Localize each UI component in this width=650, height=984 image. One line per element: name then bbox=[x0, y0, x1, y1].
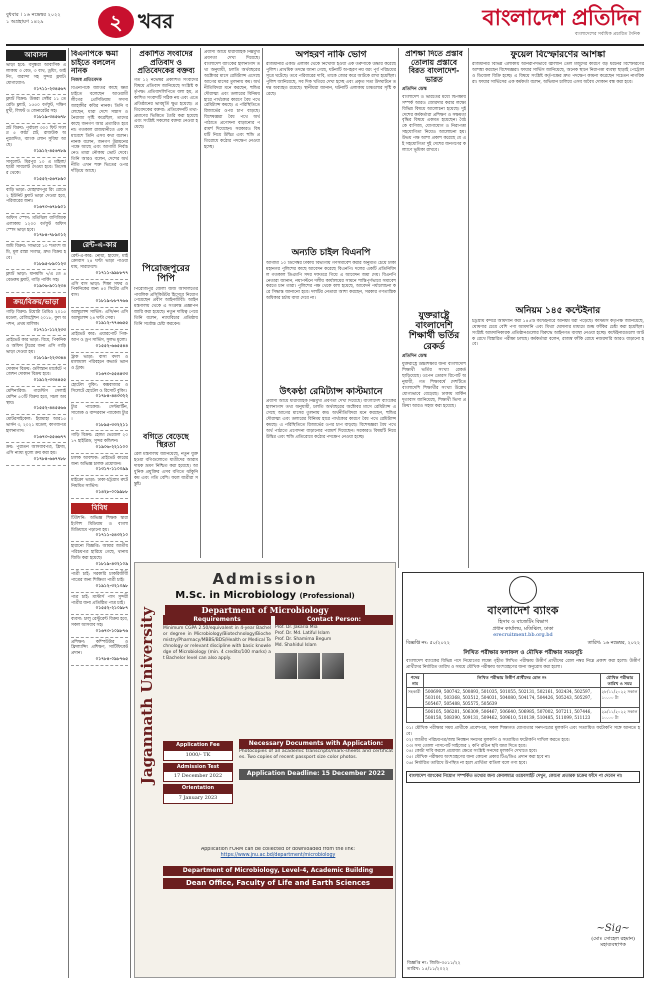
classified-ad: ফ্ল্যাট ভাড়া: ধানমন্ডি ৭/এ তে ৪ বেডরুম ফ্ল্যাট, গাড়ি পার্কিং সহ। ০১৯০৬-৯০১২৩৪ bbox=[6, 270, 66, 292]
list-item: ০১। মৌখিক পরীক্ষার সময় প্রার্থীকে প্রবেশপত্র, সকল শিক্ষাগত যোগ্যতার সনদপত্রের মূলকপি এবং সত্যায়িত ফটোকপি সঙ্গে আনতে হবে। bbox=[406, 725, 640, 737]
requirements-text: Minimum CGPA 2.50/equivalent in 4-year Bachelor degree in Microbiology/Biotechnology/Biochemistry/Pharmacy/MBBS/BDS/Health or Medical Technology or relevant discipline with basic knowledge of Microbiology (min. 4 credits/100 marks) at Bachelor level can also apply. bbox=[163, 626, 271, 661]
article-headline: পিরোজপুরের পিপি bbox=[142, 263, 190, 285]
table-cell: 500699, 500742, 500893, 501035, 501055, 502131, 502161, 502434, 502597, 503101, 503368, 503512, 504031, 504080, 504174, 504426, 505243, 505297, 505467, 505488, 505575, 505639 bbox=[424, 688, 600, 708]
article-body: পিরোজপুর জেলা জজ আদালতের পাবলিক প্রসিকিউটর হিসেবে নিয়োগ পেয়েছেন প্রবীণ আইনজীবী। আইন মন্ত্রণালয় থেকে এ সংক্রান্ত প্রজ্ঞাপন জারি করা হয়েছে। নতুন দায়িত্ব পেয়ে তিনি বলেন, ন্যায়বিচার প্রতিষ্ঠায় তিনি সর্বোচ্চ চেষ্টা করবেন। bbox=[134, 286, 198, 328]
article-headline: অনিয়ম ১৪৫ কন্টেইনার bbox=[515, 306, 601, 317]
documents-text: Photocopies of all academic transcripts/mark-sheets and certificates. Two copies of recent passport size color photos. bbox=[239, 749, 393, 761]
article-byline: নিজস্ব প্রতিবেদক bbox=[71, 77, 102, 83]
classified-ad: পাত্রী চাই: সরকারি চাকরিজীবী পাত্রের জন্য শিক্ষিতা পাত্রী চাই। ০১৯১২-৩২১০৯৮ bbox=[71, 570, 128, 592]
column-divider bbox=[68, 48, 69, 978]
contact-block bbox=[275, 615, 393, 733]
classified-ad: ভাড়া হবে: বসুন্ধরা আবাসিক এলাকায় ৩ বেড, ৩ বাথ, ড্রয়িং, ডাইনিং, বারান্দা সহ সুন্দর ফ্ল্যাট। যোগাযোগ: ০১৭১১-২৩৪৫৬৭ bbox=[6, 61, 66, 95]
section-title: খবর bbox=[138, 9, 174, 33]
article-body: গত ১২ নভেম্বর প্রকাশিত সংবাদের বিষয়ে প্রতিবাদ জানিয়েছে সংশ্লিষ্ট কর্তৃপক্ষ। প্রতিবাদলিপিতে বলা হয়, প্রকাশিত সংবাদটি সঠিক নয় এবং এতে প্রতিষ্ঠানের ভাবমূর্তি ক্ষুণ্ণ হয়েছে। প্রতিবেদকের বক্তব্য: প্রতিবেদনটি তথ্য-প্রমাণের ভিত্তিতে তৈরি করা হয়েছে এবং সংশ্লিষ্ট সকলের বক্তব্য নেওয়া হয়েছে। bbox=[134, 77, 198, 131]
article-headline: প্রকাশিত সংবাদের প্রতিবাদ ও প্রতিবেদকের বক্তব্য bbox=[137, 50, 195, 76]
contact-person: Md. Shahidul Islam bbox=[275, 642, 317, 648]
table-cell bbox=[407, 708, 424, 722]
date-bengali: ১ অগ্রহায়ণ ১৪২৯ bbox=[6, 18, 44, 25]
contact-photo bbox=[298, 653, 320, 679]
date-gregorian: বুধবার । ১৬ নভেম্বর ২০২২ bbox=[6, 12, 61, 18]
reference-number: বিজ্ঞপ্তি নং: জিডি-৩৫১১/২২ bbox=[407, 960, 461, 966]
classified-heading: বিবিধ bbox=[71, 503, 128, 514]
reference-date: তারিখ: ১৫/১১/২০২২ bbox=[407, 966, 449, 972]
signatory-title: মহাব্যবস্থাপক bbox=[600, 942, 626, 949]
footer-line1: Department of Microbiology, Level-4, Academic Building bbox=[163, 866, 393, 876]
contact-label: Contact Person: bbox=[275, 615, 393, 625]
classified-ad: প্লট বিক্রয়: পূর্বাচল ৩০০ ফিট সংলগ্ন ৫ কাঠা প্লট, রাজউক অনুমোদিত, ব্যাংক লোন সুবিধা আছে। ০১৯১২-৪৫৬৭৮৯ bbox=[6, 124, 66, 158]
classified-ad: প্রশিক্ষণ: কম্পিউটার ও ফ্রিল্যান্সিং প্রশিক্ষণ, সার্টিফিকেট প্রদান। ০১৭৮৪-০৯৮৭৬৫ bbox=[71, 638, 128, 666]
article-byline: প্রতিদিন ডেস্ক bbox=[402, 354, 427, 360]
column-divider bbox=[200, 48, 201, 558]
bank-address: প্রধান কার্যালয়, মতিঝিল, ঢাকা bbox=[492, 625, 554, 632]
classified-ad: মাইক্রো ভাড়া: ঢাকা-চট্টগ্রাম রুটে নিয়মিত সার্ভিস। ০১৪২৮-০০৯৯৮৮ bbox=[71, 476, 128, 498]
table-cell: ২৯/১১/২০২২ সকাল ১০.০০ টা bbox=[600, 708, 640, 722]
issue-date bbox=[6, 12, 61, 26]
article-body: রাজধানীর একটি এলাকা থেকে নিখোঁজ হওয়া এক তরুণীকে উদ্ধার করেছে পুলিশ। প্রাথমিক তদন্তে জানা গেছে, ঘটনাটি অপহরণ নয় বরং পূর্ব পরিচয়ের সূত্রে ঘটেছে। তবে পরিবারের দাবি, তাকে জোর করে আটকে রাখা হয়েছিল। পুলিশ জানিয়েছে, সব দিক খতিয়ে দেখা হচ্ছে এবং প্রকৃত সত্য উদঘাটনে তদন্ত অব্যাহত রয়েছে। স্থানীয়রা জানান, ঘটনাটি এলাকায় চাঞ্চল্যের সৃষ্টি করেছে। bbox=[266, 62, 396, 98]
documents-label: Necessary Documents with Application: bbox=[239, 739, 393, 749]
bank-title: বাংলাদেশ ব্যাংক bbox=[487, 604, 559, 617]
table-header: পদের নাম bbox=[407, 673, 424, 687]
form-note: Application FORM can be collected or downloaded from the link: bbox=[200, 847, 356, 852]
classified-heading: রেন্ট-এ-কার bbox=[71, 240, 128, 251]
classified-ad: অফিস স্পেস: মতিঝিল বাণিজ্যিক এলাকায় ১২০০ বর্গফুট অফিস স্পেস ভাড়া হবে। ০১৭৮৪-৭৮৯০১২ bbox=[6, 214, 66, 242]
orientation-label: Orientation bbox=[163, 784, 233, 793]
article-headline: বিএনপিকে ক্ষমা চাইতে বললেন নানক bbox=[71, 50, 119, 76]
fraud-warning: বাংলাদেশ ব্যাংকের নিয়োগ সম্পর্কিত তথ্যের জন্য কেবলমাত্র ওয়েবসাইট দেখুন, কোনো প্রতারক চক্রের ফাঁদে পা দেবেন না। bbox=[406, 771, 640, 783]
classified-ad: প্রাইভেট কার ভাড়া: বিয়ে, পিকনিক ও অফিস ট্যুরের জন্য এসি গাড়ি ভাড়া দেওয়া হয়। ০১৮১৯-২২৩৩৪৪ bbox=[6, 336, 66, 364]
article-headline: যুক্তরাষ্ট্রে বাংলাদেশি শিক্ষার্থী ভর্তির রেকর্ড bbox=[408, 310, 460, 352]
notes-list bbox=[406, 726, 640, 768]
article-body: প্রবাসী আয়ে ধারাবাহিক নিম্নমুখী প্রবণতা দেখা দিয়েছে। বাংলাদেশ ব্যাংকের হালনাগাদ তথ্য অনুযায়ী, চলতি অর্থবছরের অক্টোবর মাসে রেমিট্যান্স এসেছে আগের মাসের তুলনায় কম। অর্থনীতিবিদরা মনে করছেন, হুন্ডির দৌরাত্ম্য এবং ডলারের বিনিময় হারে পার্থক্যের কারণে বৈধ পথে রেমিট্যান্স কমছে। এ পরিস্থিতিতে রিজার্ভের ওপর চাপ বাড়ছে। বিশেষজ্ঞরা বৈধ পথে অর্থ পাঠাতে প্রণোদনা বাড়ানোর পরামর্শ দিয়েছেন। সরকারও বিষয়টি নিয়ে উদ্বিগ্ন এবং হুন্ডি প্রতিরোধে কঠোর পদক্ষেপ নেওয়া হচ্ছে। bbox=[204, 50, 260, 150]
memo-number: বিজ্ঞপ্তি নং: ৫০/২০২২ bbox=[406, 641, 450, 647]
classified-ad: ট্রাক ভাড়া: বাসা বদল ও মালামাল পরিবহনে কভার্ড ভ্যান ও ট্রাক। ০১৬৭৩-৫৫৪৪৩৩ bbox=[71, 353, 128, 381]
classified-ad: পাত্র চাই: মাস্টার্স পাস সুন্দরী পাত্রীর জন্য প্রতিষ্ঠিত পাত্র চাই। ০১৫৫২-২১০৯৮৭ bbox=[71, 593, 128, 615]
table-header: লিখিত পরীক্ষায় উত্তীর্ণ প্রার্থীদের রোল নং bbox=[424, 673, 600, 687]
requirements-label: Requirements bbox=[163, 615, 271, 625]
contact-person: Prof. Dr. Md. Latiful Islam bbox=[275, 631, 330, 637]
article-body: চট্টগ্রাম বন্দরে আমদানি করা ১৪৫টি কন্টেইনারে অনিয়ম ধরা পড়েছে। কাস্টমস কর্তৃপক্ষ জানিয়েছে, ঘোষণার চেয়ে বেশি পণ্য আমদানি এবং মিথ্যা ঘোষণার মাধ্যমে শুল্ক ফাঁকির চেষ্টা করা হয়েছিল। সংশ্লিষ্ট আমদানিকারক প্রতিষ্ঠানগুলোর বিরুদ্ধে আইনগত ব্যবস্থা নেওয়া হচ্ছে। কন্টেইনারগুলো আটক রেখে বিস্তারিত পরীক্ষা চলছে। কর্মকর্তারা বলেন, রাজস্ব ফাঁকি রোধে নজরদারি আরও বাড়ানো হবে। bbox=[472, 318, 644, 348]
contact-photo bbox=[322, 653, 344, 679]
article-body: প্রবাসী আয়ে ধারাবাহিক নিম্নমুখী প্রবণতা দেখা দিয়েছে। বাংলাদেশ ব্যাংকের হালনাগাদ তথ্য অনুযায়ী, চলতি অর্থবছরের অক্টোবর মাসে রেমিট্যান্স এসেছে আগের মাসের তুলনায় কম। অর্থনীতিবিদরা মনে করছেন, হুন্ডির দৌরাত্ম্য এবং ডলারের বিনিময় হারে পার্থক্যের কারণে বৈধ পথে রেমিট্যান্স কমছে। এ পরিস্থিতিতে রিজার্ভের ওপর চাপ বাড়ছে। বিশেষজ্ঞরা বৈধ পথে অর্থ পাঠাতে প্রণোদনা বাড়ানোর পরামর্শ দিয়েছেন। সরকারও বিষয়টি নিয়ে উদ্বিগ্ন এবং হুন্ডি প্রতিরোধে কঠোর পদক্ষেপ নেওয়া হচ্ছে। bbox=[266, 399, 396, 440]
page-number-badge: ২ bbox=[98, 6, 134, 38]
classified-ad: গাড়ি বিক্রয়: টয়োটা প্রিমিও ২০১৫ মডেল, রেজিস্ট্রেশন ২০১৮, ফুল অপশন, প্রথম মালিক। ০১৭১১-১১২২৩৩ bbox=[6, 308, 66, 336]
newspaper-tagline: বাংলাদেশের সর্বাধিক প্রচারিত দৈনিক bbox=[574, 32, 640, 37]
results-table bbox=[406, 673, 640, 723]
table-header: মৌখিক পরীক্ষার তারিখ ও সময় bbox=[600, 673, 640, 687]
documents-block bbox=[239, 739, 393, 839]
classified-ad: প্রাইভেট কার: এয়ারপোর্ট পিক-আপ ও ড্রপ সার্ভিস, সুলভ মূল্যে। ০১৫৫২-৬৬৫৫৪৪ bbox=[71, 330, 128, 352]
classified-ad: রেন্ট-এ-কার: নোয়া, হায়েস, মাইক্রোবাস ২৪ ঘণ্টা ভাড়া পাওয়া যায়, সারাদেশে। ০১৭১১-৯৯৮৮৭৭ bbox=[71, 252, 128, 280]
bank-notice-heading: লিখিত পরীক্ষার ফলাফল ও মৌখিক পরীক্ষার সময়সূচি bbox=[463, 649, 583, 656]
signatory-name: (মোঃ সোহেল রহমান) bbox=[591, 935, 635, 942]
classified-column-middle bbox=[71, 50, 128, 976]
list-item: ০৩। সদ্য তোলা পাসপোর্ট সাইজের ২ কপি রঙিন ছবি জমা দিতে হবে। bbox=[406, 743, 527, 749]
article-body: রাজধানীর বিভিন্ন এলাকায় অনিরাপদভাবে জ্বালানি তেল মজুদের কারণে বড় ধরনের বিস্ফোরণের আশঙ্কা করছেন বিশেষজ্ঞরা। ফায়ার সার্ভিস জানিয়েছে, অনেক স্থানে নিরাপত্তা ব্যবস্থা ছাড়াই পেট্রোল ও ডিজেল বিক্রি হচ্ছে। এ বিষয়ে সংশ্লিষ্ট কর্তৃপক্ষের দ্রুত পদক্ষেপ কামনা করেছেন সচেতন নাগরিকরা। ফায়ার সার্ভিসের এক কর্মকর্তা বলেন, অভিযান চালিয়ে এসব অবৈধ দোকান বন্ধ করা হবে। bbox=[472, 62, 644, 86]
article-body: যুক্তরাষ্ট্রে উচ্চশিক্ষার জন্য বাংলাদেশি শিক্ষার্থী ভর্তির সংখ্যা রেকর্ড ছাড়িয়েছে। ওপেন ডোরস রিপোর্ট অনুযায়ী, গত শিক্ষাবর্ষে দেশটিতে বাংলাদেশি শিক্ষার্থীর সংখ্যা উল্লেখযোগ্যভাবে বেড়েছে। ঢাকায় মার্কিন দূতাবাস জানিয়েছে, শিক্ষার্থী ভিসা প্রক্রিয়া আরও সহজ করা হয়েছে। bbox=[402, 362, 466, 409]
classified-ad: দোকান বিক্রয়: গুলিস্তান মার্কেটে পজেশন দোকান বিক্রয় হবে। ০১৯১২-৩৩৪৪৫৫ bbox=[6, 365, 66, 387]
test-value: 17 December 2022 bbox=[163, 771, 233, 782]
orientation-value: 7 January 2023 bbox=[163, 793, 233, 804]
ad-department: Department of Microbiology bbox=[165, 605, 365, 616]
article-headline: অপহরণ নাকি ভোগ bbox=[295, 50, 367, 60]
signature-icon: ~Sig~ bbox=[596, 923, 630, 934]
article-headline: প্রশিক্ষা দিতে প্রস্তাব তোলায় প্রস্তাবে বিরত বাংলাদেশ-ভারত bbox=[405, 50, 463, 84]
signature-block bbox=[591, 922, 635, 949]
table-cell: ২৮/১১/২০২২ সকাল ১০.০০ টা bbox=[600, 688, 640, 708]
footer-block bbox=[163, 847, 393, 967]
contact-photo bbox=[275, 653, 297, 679]
bank-seal-icon bbox=[509, 576, 537, 604]
classified-ad: চালক আবশ্যক: প্রাইভেট কারের জন্য অভিজ্ঞ চালক প্রয়োজন। ০১৩১৭-১১০০৯৯ bbox=[71, 454, 128, 476]
table-header-row bbox=[407, 673, 640, 687]
bank-subtitle: হিসাব ও বাজেটিং বিভাগ bbox=[498, 618, 548, 625]
column-divider bbox=[468, 48, 469, 568]
article-headline: অন্যতি চাইল বিএনপি bbox=[291, 248, 371, 259]
degree-name: M.Sc. in Microbiology bbox=[175, 590, 296, 602]
test-label: Admission Test bbox=[163, 763, 233, 772]
news-column-right-narrow bbox=[402, 50, 466, 566]
contact-person: Prof. Dr. Jakaria Mia bbox=[275, 625, 318, 631]
column-divider bbox=[398, 48, 399, 568]
memo-row bbox=[406, 641, 640, 647]
list-item: ০৪। কোটা দাবি করলে প্রযোজ্য ক্ষেত্রে সংশ্লিষ্ট সনদের মূলকপি দেখাতে হবে। bbox=[406, 749, 538, 755]
classified-ad: ট্যুর প্যাকেজ: সেন্টমার্টিন, সাজেক ও বান্দরবান প্যাকেজ ট্যুর। ০১৮৯৫-৩৩২২১১ bbox=[71, 403, 128, 431]
table-row bbox=[407, 708, 640, 722]
degree-suffix: (Professional) bbox=[299, 592, 355, 601]
classified-ad: মেশিনারিজ: গার্মেন্টস সেলাই মেশিন ৫০টি বিক্রয় হবে, সচল অবস্থায়। ০১৫৫২-৪৪৫৫৬৬ bbox=[6, 387, 66, 415]
article-headline: উৎকণ্ঠা রেমিট্যান্স কাস্টম্যানে bbox=[279, 386, 383, 397]
requirements-block bbox=[163, 615, 271, 733]
classified-ad: ফ্ল্যাট বিক্রয়: উত্তরা সেক্টর ১১ তে রেডি ফ্ল্যাট, ১৫৫০ বর্গফুট, দক্ষিণমুখী, লিফট ও জেনারেটর সহ। ০১৮১৯-৩৪৫৬৭৮ bbox=[6, 95, 66, 123]
contact-person: Prof. Dr. Shamima Begum bbox=[275, 636, 332, 642]
list-item: ০৬। নির্ধারিত তারিখে উপস্থিত না হলে প্রার্থিতা বাতিল বলে গণ্য হবে। bbox=[406, 761, 527, 767]
classified-ad: সাবলেট: মিরপুর ১০ এ মহিলা/ছাত্রী সাবলেট দেওয়া হবে। ডিসেম্বর থেকে। ০১৫৫২-৫৬৭৮৯০ bbox=[6, 158, 66, 186]
classified-ad: ক্রয়: পুরাতন আসবাবপত্র, ফ্রিজ, এসি ন্যায্য মূল্যে ক্রয় করা হয়। ০১৭৮৪-৬৬৭৭৮৮ bbox=[6, 443, 66, 465]
deadline: Application Deadline: 15 December 2022 bbox=[239, 769, 393, 779]
classified-ad: জমি বিক্রয়: সাভারে ১০ শতাংশ জমি, মূল রাস্তা সংলগ্ন, দ্রুত বিক্রয় হবে। ০১৮৯৫-৮৯০১২৩ bbox=[6, 242, 66, 270]
masthead-rule bbox=[6, 44, 644, 46]
table-cell: সহকারী bbox=[407, 688, 424, 708]
classified-ad: অ্যাম্বুলেন্স সার্ভিস: এসি/নন এসি অ্যাম্বুলেন্স ২৪ ঘণ্টা সেবা। ০১৯১২-৭৭৬৬৫৫ bbox=[71, 308, 128, 330]
msc-admission-ad bbox=[134, 562, 396, 978]
bangladesh-bank-ad bbox=[402, 572, 644, 978]
news-column-3 bbox=[134, 50, 198, 556]
fee-label: Application Fee bbox=[163, 741, 233, 750]
article-body: রেল মন্ত্রণালয় জানিয়েছে, নতুন যুক্ত হওয়া বগিগুলোতে যাত্রীদের আরামদায়ক ভ্রমণ নিশ্চিত করা হয়েছে। আধুনিক প্রযুক্তির এসব বগিতে ঝাঁকুনি কম এবং গতি বেশি। ফলে যাত্রীরা সন্তুষ্ট। bbox=[134, 451, 198, 487]
table-cell: 506105, 506281, 506309, 506467, 506640, 506985, 507002, 507211, 507446, 508158, 508390, 509131, 509462, 509610, 510139, 510485, 511099, 511123 bbox=[424, 708, 600, 722]
article-byline: প্রতিদিন ডেস্ক bbox=[402, 86, 427, 92]
article-headline: ফুয়েল বিস্ফোরণের আশঙ্কা bbox=[510, 50, 606, 60]
classified-ad: বাড়ি ভাড়া: মোহাম্মদপুর রিং রোডে ২ ইউনিট ফ্ল্যাট ভাড়া দেওয়া হবে, পরিবারের জন্য। ০১৬৭৩-৬৭৮৯০১ bbox=[6, 186, 66, 214]
article-body: আগামী ১০ ডিসেম্বর ঢাকায় বিভাগীয় গণসমাবেশ করার অনুমতি চেয়ে ঢাকা মহানগর পুলিশের কাছে আবেদন করেছে বিএনপি। দলের একটি প্রতিনিধিদল গতকাল ডিএমপি সদর দফতরে গিয়ে এ আবেদন জমা দেয়। বিএনপি নেতারা জানান, নয়াপল্টনে দলীয় কার্যালয়ের সামনে শান্তিপূর্ণভাবে সমাবেশ করতে চান তারা। পুলিশের পক্ষ থেকে বলা হয়েছে, আবেদন পর্যালোচনা করে সিদ্ধান্ত জানানো হবে। দলটির নেতারা আশা করছেন, সরকার গণতান্ত্রিক অধিকার চর্চায় বাধা দেবে না। bbox=[266, 260, 396, 302]
classified-heading: আবাসন bbox=[6, 50, 66, 61]
article-body: বাংলাদেশ ও ভারতের মধ্যে দ্বিপক্ষীয় সম্পর্ক আরও জোরদার করার লক্ষ্যে বিভিন্ন বিষয়ে আলোচনা হয়েছে। দুই দেশের কর্মকর্তারা প্রশিক্ষণ ও সক্ষমতা বৃদ্ধির বিষয়ে একমত হয়েছেন। বৈঠকে বাণিজ্য, যোগাযোগ ও নিরাপত্তা সহযোগিতা নিয়েও আলোচনা হয়। উভয় পক্ষ আশা প্রকাশ করেছে যে এই সহযোগিতা দুই দেশের জনগণের কল্যাণে ভূমিকা রাখবে। bbox=[402, 94, 466, 154]
article-headline: বগিতে বেড়েছে স্থিরতা bbox=[143, 431, 189, 450]
ad-heading: Admission bbox=[212, 570, 318, 588]
reference-block bbox=[407, 961, 461, 973]
column-divider bbox=[262, 48, 263, 558]
classified-column-left bbox=[6, 50, 66, 976]
classified-ad: টিউশনি: অভিজ্ঞ শিক্ষক দ্বারা ইংলিশ মিডিয়াম ও বাংলা মিডিয়ামে পড়ানো হয়। ০১৭১১-৫৪৩২১০ bbox=[71, 514, 128, 542]
classified-ad: হোটেল বুকিং: কক্সবাজার ও সিলেটে হোটেল ও রিসোর্ট বুকিং। ০১৭৮৪-৪৪৩৩২২ bbox=[71, 381, 128, 403]
article-body: বিএনপিকে জাতির কাছে ক্ষমা চাইতে বলেছেন আওয়ামী লীগের প্রেসিডিয়াম সদস্য জাহাঙ্গীর কবির নানক। তিনি বলেছেন, যারা দেশে সন্ত্রাস ও নৈরাজ্য সৃষ্টি করেছিল, তাদের কাছে জনগণ আর প্রতারিত হবে না। গতকাল রাজধানীতে এক সমাবেশে তিনি এসব কথা বলেন। নানক বলেন, জনগণ উন্নয়নের পক্ষে আছে এবং আগামী নির্বাচনেও তারা নৌকায় ভোট দেবে। তিনি আরও বলেন, দেশের অর্থনীতি এখন শক্ত ভিতের ওপর দাঁড়িয়ে আছে। bbox=[71, 86, 128, 175]
news-column-4 bbox=[204, 50, 260, 556]
dates-block bbox=[163, 739, 233, 839]
university-name-vertical: Jagannath University bbox=[138, 607, 156, 785]
fee-value: 1000/- TK bbox=[163, 750, 233, 761]
classified-ad: গাড়ি বিক্রয়: হোন্ডা ভেজেল ২০১৭ হাইব্রিড, সুন্দর কন্ডিশন। ০১৯০৬-২২১১০০ bbox=[71, 431, 128, 453]
footer-line2: Dean Office, Faculty of Life and Earth Sciences bbox=[163, 878, 393, 889]
news-center bbox=[266, 50, 396, 556]
classified-ad: ব্যবসা: চালু রেস্টুরেন্ট বিক্রয় হবে, সকল আসবাব সহ। ০১৬৭৩-১০৯৮৭৬ bbox=[71, 615, 128, 637]
bank-website[interactable]: erecruitment.bb.org.bd bbox=[493, 632, 553, 639]
table-row bbox=[407, 688, 640, 708]
classified-ad: এসি বাস ভাড়া: শিক্ষা সফর ও পিকনিকের জন্য ৪০ সিটের এসি বাস। ০১৮১৯-৮৮৭৭৬৬ bbox=[71, 280, 128, 308]
list-item: ০৫। মৌখিক পরীক্ষায় অংশগ্রহণের জন্য কোনো প্রকার টিএ/ডিএ প্রদান করা হবে না। bbox=[406, 755, 551, 761]
list-item: ০২। জাতীয় পরিচয়পত্র/জন্ম নিবন্ধন সনদের মূলকপি ও সত্যায়িত ফটোকপি দাখিল করতে হবে। bbox=[406, 737, 570, 743]
form-link[interactable]: https://www.jnu.ac.bd/department/microbiology bbox=[220, 853, 336, 859]
masthead bbox=[0, 0, 650, 46]
bank-notice-intro: বাংলাদেশ ব্যাংকের বিভিন্ন পদে নিয়োগের লক্ষ্যে গৃহীত লিখিত পরীক্ষায় উত্তীর্ণ প্রার্থীদের রোল নম্বর নিম্নে প্রকাশ করা হলো। উত্তীর্ণ প্রার্থীদের নির্ধারিত তারিখ ও সময়ে মৌখিক পরীক্ষায় অংশগ্রহণের জন্য অনুরোধ করা হলো। bbox=[406, 659, 640, 671]
ad-degree bbox=[135, 589, 395, 603]
news-column-right-wide bbox=[472, 50, 644, 566]
classified-heading: ক্রয়/বিক্রয়/ভাড়া bbox=[6, 297, 66, 308]
classified-ad: মোটরসাইকেল: ইয়ামাহা আর১৫ ভার্সন ৩, ২০২১ মডেল, কাগজপত্র হালনাগাদ। ০১৬৭৩-৫৫৬৬৭৭ bbox=[6, 415, 66, 443]
memo-date: তারিখ: ১৬ নভেম্বর, ২০২২ bbox=[587, 641, 640, 647]
classified-ad: হারানো বিজ্ঞপ্তি: আমার জাতীয় পরিচয়পত্র হারিয়ে গেছে, থানায় জিডি করা হয়েছে। ০১৮১৯-৪৩২১০৯ bbox=[71, 542, 128, 570]
column-divider bbox=[130, 48, 131, 978]
newspaper-logo: বাংলাদেশ প্রতিদিন bbox=[482, 6, 640, 31]
